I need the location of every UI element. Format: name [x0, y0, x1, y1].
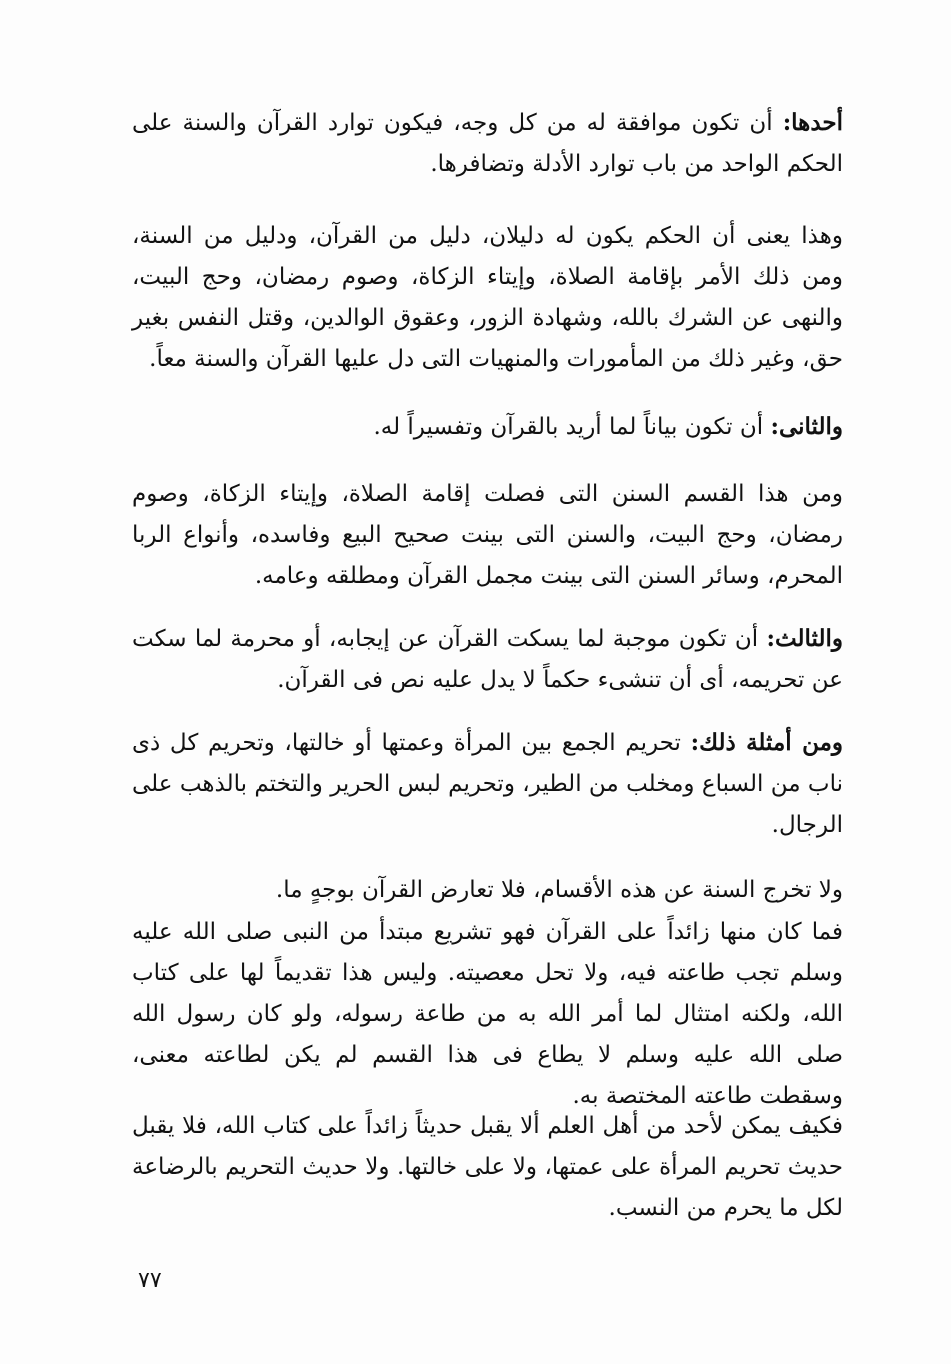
paragraph-no-contradiction — [132, 870, 843, 911]
paragraph-second-type-examples — [132, 474, 843, 597]
page-number: ٧٧ — [138, 1268, 162, 1293]
paragraph-text: تحريم الجمع بين المرأة وعمتها أو خالتها، وتحريم كل ذى ناب من السباع ومخلب من الطير، وتحريم لبس الحرير والتختم بالذهب على الرجال. — [132, 730, 843, 838]
paragraph-third-type-examples — [132, 722, 843, 846]
paragraph-first-type — [132, 102, 843, 185]
paragraph-closing — [132, 1106, 843, 1229]
paragraph-text: أن تكون بياناً لما أريد بالقرآن وتفسيراً له. — [373, 414, 771, 440]
paragraph-text: أن تكون موافقة له من كل وجه، فيكون توارد القرآن والسنة على الحكم الواحد من باب توارد الأدلة وتضافرها. — [132, 110, 843, 177]
paragraph-two-evidences — [132, 216, 843, 380]
paragraph-lead: ومن أمثلة ذلك: — [690, 729, 844, 756]
paragraph-lead: والثالث: — [766, 625, 843, 652]
paragraph-text: فكيف يمكن لأحد من أهل العلم ألا يقبل حديثاً زائداً على كتاب الله، فلا يقبل حديث تحريم المرأة على عمتها، ولا على خالتها. ولا حديث التحريم بالرضاعة لكل ما يحرم من النسب. — [132, 1113, 843, 1221]
paragraph-text: فما كان منها زائداً على القرآن فهو تشريع مبتدأ من النبى صلى الله عليه وسلم تجب طاعته فيه، ولا تحل معصيته. وليس هذا تقديماً لها على كتاب الله، ولكنه امتثال لما أمر الله به من طاعة رسوله، ولو كان رسول الله صلى الله عليه وسلم لا يطاع فى هذا القسم لم يكن لطاعته معنى، وسقطت طاعته المختصة به. — [132, 919, 843, 1109]
paragraph-text: أن تكون موجبة لما يسكت القرآن عن إيجابه، أو محرمة لما سكت عن تحريمه، أى أن تنشىء حكماً لا يدل عليه نص فى القرآن. — [132, 626, 843, 693]
paragraph-text: ولا تخرج السنة عن هذه الأقسام، فلا تعارض القرآن بوجهٍ ما. — [275, 877, 843, 903]
paragraph-third-type — [132, 618, 843, 701]
paragraph-lead: أحدها: — [782, 109, 843, 136]
paragraph-second-type — [132, 406, 843, 448]
paragraph-text: وهذا يعنى أن الحكم يكون له دليلان، دليل من القرآن، ودليل من السنة، ومن ذلك الأمر بإقامة الصلاة، وإيتاء الزكاة، وصوم رمضان، وحج البيت، والنهى عن الشرك بالله، وشهادة الزور، وعقوق الوالدين، وقتل النفس بغير حق، وغير ذلك من المأمورات والمنهيات التى دل عليها القرآن والسنة معاً. — [132, 223, 843, 372]
paragraph-additional-rulings — [132, 912, 843, 1117]
paragraph-lead: والثانى: — [770, 413, 843, 440]
paragraph-text: ومن هذا القسم السنن التى فصلت إقامة الصلاة، وإيتاء الزكاة، وصوم رمضان، وحج البيت، والسنن التى بينت صحيح البيع وفاسده، وأنواع الربا المحرم، وسائر السنن التى بينت مجمل القرآن ومطلقه وعامه. — [132, 481, 843, 589]
